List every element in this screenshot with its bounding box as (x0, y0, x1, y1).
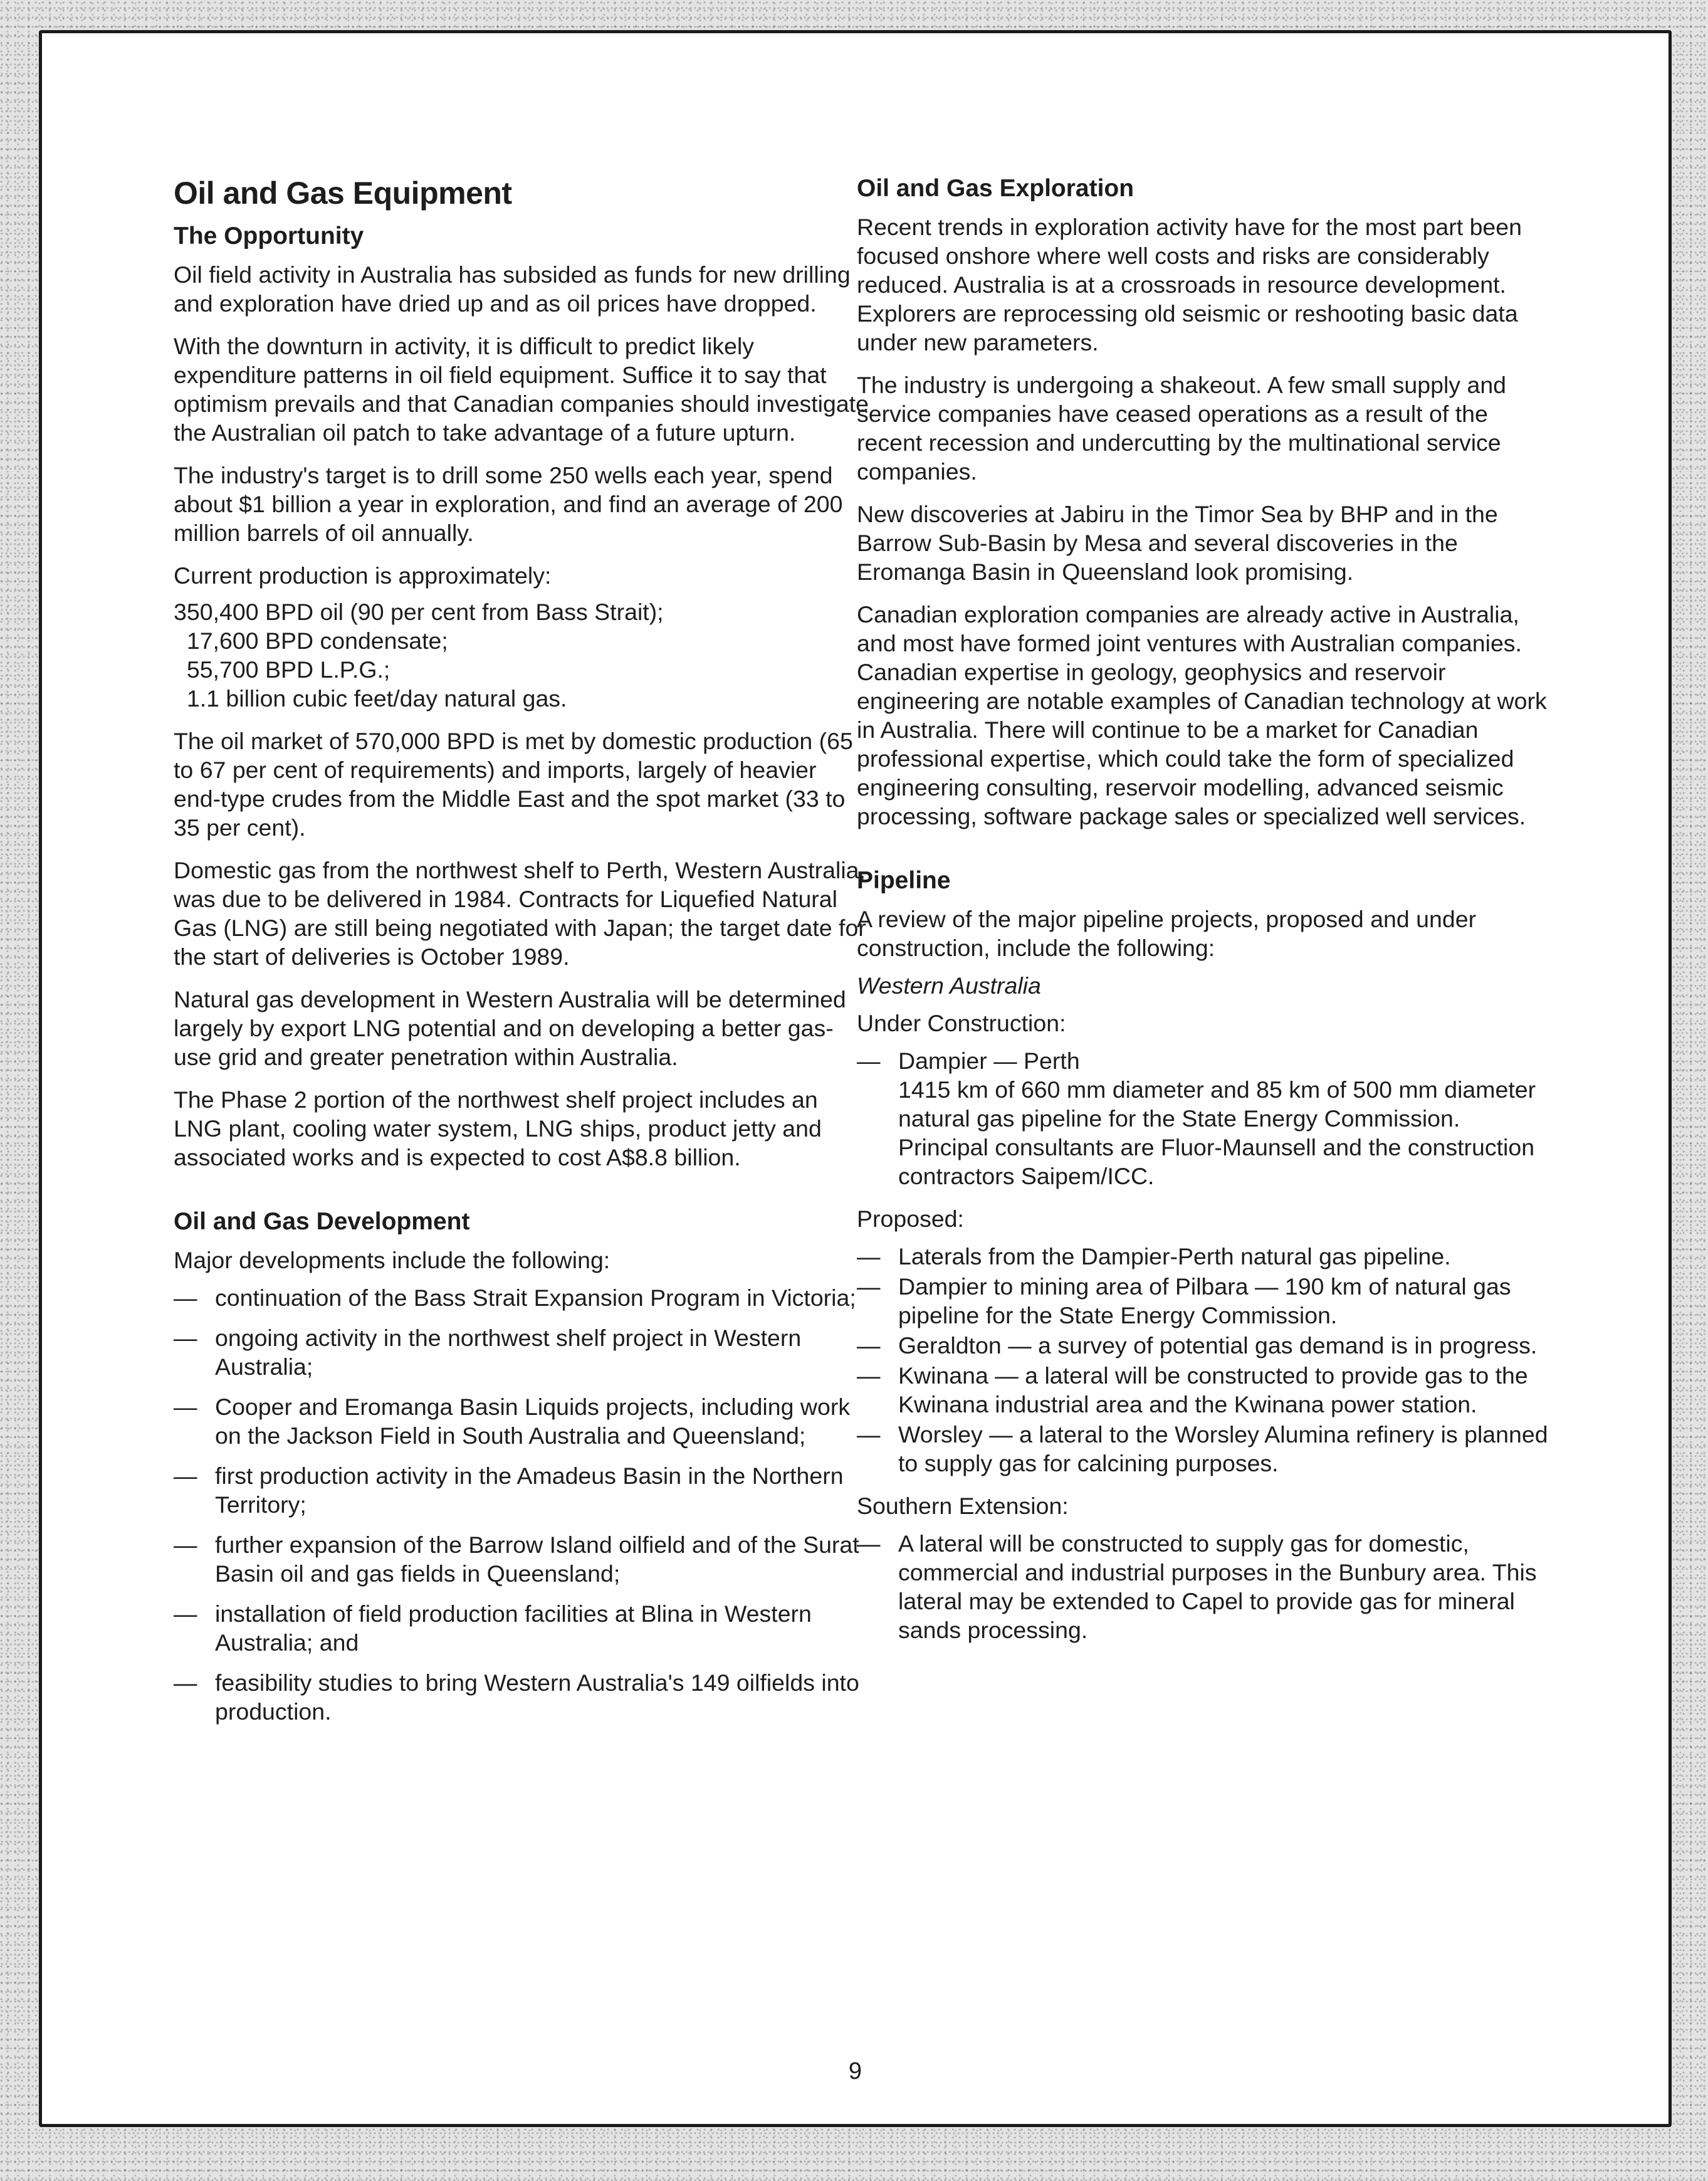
list-item (857, 1420, 1553, 1478)
pipeline-intro: A review of the major pipeline projects, proposed and under construction, include the following: (857, 906, 1477, 961)
production-item: 17,600 BPD condensate; (174, 628, 448, 654)
list-item-text: Geraldton — a survey of potential gas demand is in progress. (898, 1332, 1538, 1359)
development-list (174, 1283, 869, 1726)
list-item (174, 1461, 869, 1519)
list-item (174, 1323, 869, 1381)
list-item (174, 1599, 869, 1657)
dash-bullet: — (174, 1394, 197, 1420)
dash-bullet: — (857, 1273, 881, 1300)
list-item-text: A lateral will be constructed to supply gas for domestic, commercial and industrial purposes in the Bunbury area. This lateral may be extended to Capel to provide gas for mineral sands processing. (898, 1530, 1537, 1643)
paragraph: Natural gas development in Western Australia will be determined largely by export LNG potential and on developing a better gas-use grid and greater penetration within Australia. (174, 986, 846, 1070)
paragraph: Canadian exploration companies are already active in Australia, and most have formed joint ventures with Australian companies. Canadian expertise in geology, geophysics and reservoir engineering are notable examples of Canadian technology at work in Australia. There will continue to be a market for Canadian professional expertise, which could take the form of specialized engineering consulting, reservoir modelling, advanced seismic processing, software package sales or specialized well services. (857, 601, 1547, 829)
right-column (857, 146, 1553, 1658)
paragraph: The Phase 2 portion of the northwest shelf project includes an LNG plant, cooling water system, LNG ships, product jetty and associated works and is expected to cost A$8.8 billion. (174, 1086, 822, 1170)
paragraph: Current production is approximately: (174, 562, 552, 589)
list-item-text: continuation of the Bass Strait Expansion Program in Victoria; (215, 1285, 856, 1311)
dash-bullet: — (174, 1325, 197, 1351)
southern-extension-list (857, 1529, 1553, 1644)
proposed-label: Proposed: (857, 1206, 964, 1232)
paragraph: Domestic gas from the northwest shelf to Perth, Western Australia, was due to be delivered in 1984. Contracts for Liquefied Natural Gas (LNG) are still being negotiated with Japan; the target date for the start of deliveries is October 1989. (174, 857, 866, 970)
region-label: Western Australia (857, 972, 1041, 999)
dash-bullet: — (174, 1600, 197, 1627)
list-item (174, 1392, 869, 1450)
page-number: 9 (848, 2058, 862, 2084)
section-title: Oil and Gas Equipment (174, 176, 512, 211)
list-item-text: further expansion of the Barrow Island oilfield and of the Surat Basin oil and gas fields in Queensland; (215, 1532, 859, 1587)
dash-bullet: — (174, 1463, 197, 1489)
paragraph: The industry's target is to drill some 250 wells each year, spend about $1 billion a year in exploration, and find an average of 200 million barrels of oil annually. (174, 462, 843, 546)
list-item (857, 1361, 1553, 1419)
southern-extension-label: Southern Extension: (857, 1493, 1069, 1519)
pipeline-heading: Pipeline (857, 867, 951, 894)
list-item-text: Worsley — a lateral to the Worsley Alumina refinery is planned to supply gas for calcining purposes. (898, 1421, 1548, 1476)
list-item-text: Dampier to mining area of Pilbara — 190 km of natural gas pipeline for the State Energy Commission. (898, 1273, 1511, 1328)
list-item-text: ongoing activity in the northwest shelf project in Western Australia; (215, 1325, 802, 1380)
under-construction-label: Under Construction: (857, 1010, 1066, 1036)
document-page (39, 30, 1672, 2127)
dash-bullet: — (857, 1332, 881, 1359)
list-item-text: Cooper and Eromanga Basin Liquids projects, including work on the Jackson Field in South Australia and Queensland; (215, 1394, 851, 1449)
development-intro: Major developments include the following: (174, 1247, 610, 1273)
list-item (174, 1283, 869, 1312)
list-item (174, 1668, 869, 1726)
paragraph: The oil market of 570,000 BPD is met by domestic production (65 to 67 per cent of requirements) and imports, largely of heavier end-type crudes from the Middle East and the spot market (33 to 35 per cent). (174, 728, 853, 841)
dash-bullet: — (857, 1048, 881, 1074)
list-item (857, 1272, 1553, 1330)
dash-bullet: — (857, 1362, 881, 1389)
paragraph: With the downturn in activity, it is difficult to predict likely expenditure patterns in oil field equipment. Suffice it to say that optimism prevails and that Canadian companies should investigate the Australian oil patch to take advantage of a future upturn. (174, 333, 869, 446)
under-construction-list (857, 1046, 1553, 1190)
paragraph: Oil field activity in Australia has subsided as funds for new drilling and exploration have dried up and as oil prices have dropped. (174, 261, 851, 317)
production-item: 55,700 BPD L.P.G.; (174, 656, 390, 683)
production-item: 1.1 billion cubic feet/day natural gas. (174, 685, 567, 712)
list-item-text: Kwinana — a lateral will be constructed to provide gas to the Kwinana industrial area and the Kwinana power station. (898, 1362, 1528, 1417)
development-heading: Oil and Gas Development (174, 1208, 470, 1235)
list-item-text: first production activity in the Amadeus Basin in the Northern Territory; (215, 1463, 844, 1518)
paragraph: New discoveries at Jabiru in the Timor Sea by BHP and in the Barrow Sub-Basin by Mesa and several discoveries in the Eromanga Basin in Queensland look promising. (857, 501, 1498, 585)
production-list (174, 597, 869, 713)
dash-bullet: — (174, 1285, 197, 1311)
list-item (857, 1046, 1553, 1190)
dash-bullet: — (174, 1532, 197, 1558)
list-item-text: installation of field production facilities at Blina in Western Australia; and (215, 1600, 812, 1656)
dash-bullet: — (857, 1243, 881, 1269)
exploration-heading: Oil and Gas Exploration (857, 175, 1134, 202)
list-item-text: Dampier — Perth 1415 km of 660 mm diameter and 85 km of 500 mm diameter natural gas pipeline for the State Energy Commission. Principal consultants are Fluor-Maunsell and the construction contractors Saipem/ICC. (898, 1048, 1536, 1189)
list-item-text: Laterals from the Dampier-Perth natural gas pipeline. (898, 1243, 1451, 1269)
dash-bullet: — (857, 1421, 881, 1448)
opportunity-heading: The Opportunity (174, 223, 364, 250)
paragraph: Recent trends in exploration activity have for the most part been focused onshore where well costs and risks are considerably reduced. Australia is at a crossroads in resource development. Explorers are reprocessing old seismic or reshooting basic data under new parameters. (857, 214, 1522, 355)
dash-bullet: — (857, 1530, 881, 1557)
paragraph: The industry is undergoing a shakeout. A few small supply and service companies have ceased operations as a result of the recent recession and undercutting by the multinational service companies. (857, 372, 1507, 485)
dash-bullet: — (174, 1669, 197, 1696)
list-item (174, 1530, 869, 1588)
left-column (174, 146, 869, 1740)
list-item (857, 1331, 1553, 1360)
list-item (857, 1242, 1553, 1271)
list-item-text: feasibility studies to bring Western Australia's 149 oilfields into production. (215, 1669, 859, 1725)
production-item: 350,400 BPD oil (90 per cent from Bass Strait); (174, 599, 664, 625)
list-item (857, 1529, 1553, 1644)
proposed-list (857, 1242, 1553, 1478)
